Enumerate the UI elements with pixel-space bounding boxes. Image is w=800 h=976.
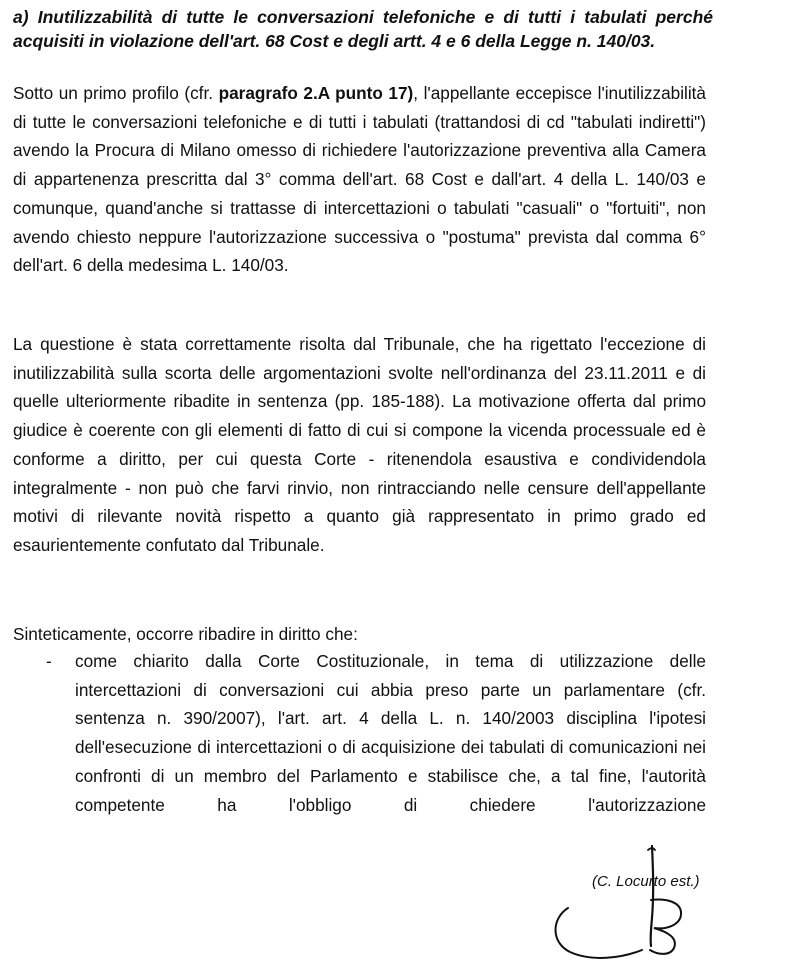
section-heading: a) Inutilizzabilità di tutte le conversazioni telefoniche e di tutti i tabulati perché acquisiti in violazione dell'art. 68 Cost e degli artt. 4 e 6 della Legge n. 140/03. (13, 7, 713, 51)
paragraph-reference: paragrafo 2.A punto 17) (218, 83, 414, 103)
paragraph-summary-intro: Sinteticamente, occorre ribadire in diritto che: (13, 624, 358, 644)
bullet-marker: - (46, 651, 52, 671)
bullet-text: come chiarito dalla Corte Costituzionale, in tema di utilizzazione delle intercettazioni di conversazioni cui abbia preso parte un parlamentare (cfr. sentenza n. 390/2007), l'art. art. 4 della L. n. 140/2003 disciplina l'ipotesi dell'esecuzione di intercettazioni o di acquisizione dei tabulati di comunicazioni nei confronti di un membro del Parlamento e stabilisce che, a tal fine, l'autorità competente ha l'obbligo di chiedere l'autorizzazione (75, 651, 706, 815)
handwritten-signature (540, 838, 740, 968)
paragraph-appeal-objection-start: Sotto un primo profilo (cfr. (13, 83, 219, 103)
paragraph-appeal-objection-rest: , l'appellante eccepisce l'inutilizzabilità di tutte le conversazioni telefoniche e di tutti i tabulati (trattandosi di cd "tabulati indiretti") avendo la Procura di Milano omesso di richiedere l'autorizzazione preventiva alla Camera di appartenenza prescritta dal 3° comma dell'art. 68 Cost e dall'art. 4 della L. 140/03 e comunque, quand'anche si trattasse di intercettazioni o tabulati "casuali" o "fortuiti", non avendo chiesto neppure l'autorizzazione successiva o "postuma" prevista dal comma 6° dell'art. 6 della medesima L. 140/03. (13, 83, 706, 276)
paragraph-tribunal-ruling: La questione è stata correttamente risolta dal Tribunale, che ha rigettato l'eccezione di inutilizzabilità sulla scorta delle argomentazioni svolte nell'ordinanza del 23.11.2011 e di quelle ulteriormente ribadite in sentenza (pp. 185-188). La motivazione offerta dal primo giudice è coerente con gli elementi di fatto di cui si compone la vicenda processuale ed è conforme a diritto, per cui questa Corte - ritenendola esaustiva e condividendola integralmente - non può che farvi rinvio, non rintracciando nelle censure dell'appellante motivi di rilevante novità rispetto a quanto già rappresentato in primo grado ed esaurientemente confutato dal Tribunale. (13, 334, 706, 555)
paragraph-appeal-objection (13, 79, 706, 280)
signature-note: (C. Locurto est.) (592, 873, 700, 890)
